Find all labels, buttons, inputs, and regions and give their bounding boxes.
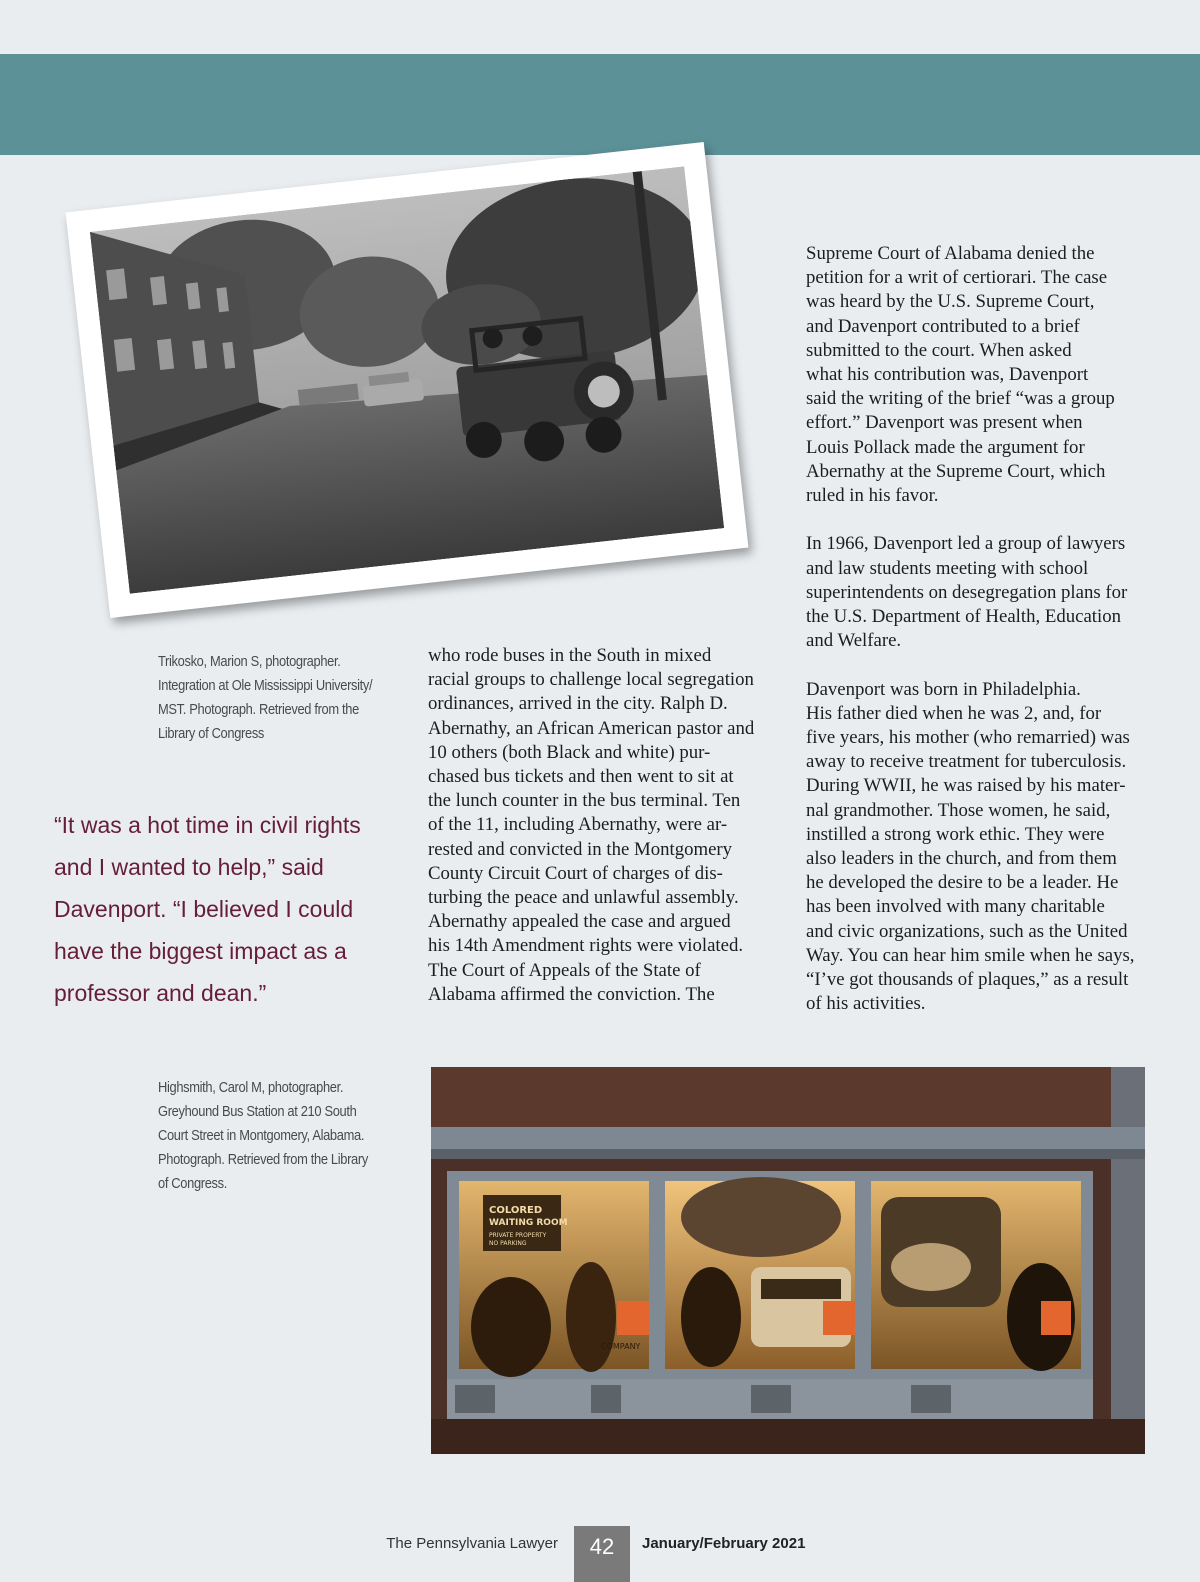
pull-quote-line: have the biggest impact as a — [54, 938, 347, 964]
pull-quote-line: and I wanted to help,” said — [54, 854, 324, 880]
photo1-caption-line: MST. Photograph. Retrieved from the — [158, 701, 359, 718]
body-line: ordinances, arrived in the city. Ralph D. — [428, 693, 728, 715]
paragraph — [806, 532, 1156, 653]
body-line: who rode buses in the South in mixed — [428, 645, 712, 666]
photo2-caption-line: of Congress. — [158, 1175, 228, 1192]
body-line: and civic organizations, such as the United — [806, 920, 1128, 942]
body-line: Abernathy appealed the case and argued — [428, 911, 731, 933]
body-line: His father died when he was 2, and, for — [806, 702, 1102, 724]
body-line: Louis Pollack made the argument for — [806, 436, 1085, 458]
body-line: the U.S. Department of Health, Education — [806, 606, 1122, 628]
sign-text: NO PARKING — [489, 1240, 527, 1247]
body-line: his 14th Amendment rights were violated. — [428, 935, 744, 957]
body-line: the lunch counter in the bus terminal. Ten — [428, 790, 741, 812]
body-line: Way. You can hear him smile when he says, — [806, 944, 1135, 966]
sign-text: COMPANY — [601, 1342, 641, 1351]
sign-text: WAITING ROOM — [489, 1218, 568, 1228]
photo2-caption-line: Greyhound Bus Station at 210 South — [158, 1103, 357, 1120]
body-line: Abernathy at the Supreme Court, which — [806, 460, 1106, 482]
photo-integration-image — [90, 166, 724, 593]
body-line: Supreme Court of Alabama denied the — [806, 243, 1095, 264]
paragraph — [806, 242, 1156, 508]
body-line: In 1966, Davenport led a group of lawyers — [806, 533, 1126, 555]
body-line: 10 others (both Black and white) pur- — [428, 741, 711, 763]
body-line: Davenport was born in Philadelphia. — [806, 678, 1081, 700]
paragraph-gap — [806, 653, 1156, 677]
body-line: also leaders in the church, and from them — [806, 848, 1117, 870]
issue-date: January/February 2021 — [642, 1535, 806, 1552]
photo2-caption-line: Highsmith, Carol M, photographer. — [158, 1079, 344, 1096]
body-line: turbing the peace and unlawful assembly. — [428, 887, 739, 909]
body-line: rested and convicted in the Montgomery — [428, 838, 733, 860]
sign-text: COLORED — [489, 1205, 543, 1216]
body-line: “I’ve got thousands of plaques,” as a result — [806, 969, 1129, 991]
body-line: of the 11, including Abernathy, were ar- — [428, 814, 728, 836]
body-line: County Circuit Court of charges of dis- — [428, 862, 723, 884]
body-column-middle — [428, 644, 773, 1007]
photo2-caption — [158, 1076, 390, 1196]
publication-name: The Pennsylvania Lawyer — [386, 1535, 558, 1552]
page-number: 42 — [574, 1526, 630, 1582]
body-line: he developed the desire to be a leader. He — [806, 872, 1119, 894]
body-line: said the writing of the brief “was a group — [806, 388, 1115, 410]
body-line: The Court of Appeals of the State of — [428, 959, 701, 981]
photo1-caption-line: Library of Congress — [158, 725, 265, 742]
photo2-caption-line: Photograph. Retrieved from the Library — [158, 1151, 368, 1168]
body-line: what his contribution was, Davenport — [806, 364, 1089, 386]
header-band — [0, 54, 1200, 155]
pull-quote-line: “It was a hot time in civil rights — [54, 812, 361, 838]
body-line: chased bus tickets and then went to sit at — [428, 766, 734, 788]
body-line: ruled in his favor. — [806, 485, 939, 507]
body-line: of his activities. — [806, 993, 926, 1015]
photo2-caption-line: Court Street in Montgomery, Alabama. — [158, 1127, 365, 1144]
pull-quote-line: professor and dean.” — [54, 980, 267, 1006]
body-line: was heard by the U.S. Supreme Court, — [806, 291, 1095, 313]
body-line: racial groups to challenge local segregation — [428, 669, 754, 691]
body-line: five years, his mother (who remarried) was — [806, 727, 1130, 749]
body-line: and law students meeting with school — [806, 557, 1089, 579]
pull-quote — [54, 804, 404, 1014]
body-line: and Davenport contributed to a brief — [806, 315, 1080, 337]
photo-greyhound-bus-station — [431, 1067, 1145, 1454]
pull-quote-line: Davenport. “I believed I could — [54, 896, 354, 922]
body-line: nal grandmother. Those women, he said, — [806, 799, 1111, 821]
body-line: petition for a writ of certiorari. The case — [806, 267, 1108, 289]
body-line: superintendents on desegregation plans for — [806, 581, 1128, 603]
body-line: away to receive treatment for tuberculosis. — [806, 751, 1127, 773]
body-line: effort.” Davenport was present when — [806, 412, 1083, 434]
body-column-right — [806, 242, 1156, 1016]
body-line: has been involved with many charitable — [806, 896, 1105, 918]
photo1-caption — [158, 650, 390, 746]
body-line: Alabama affirmed the conviction. The — [428, 983, 715, 1005]
paragraph — [806, 678, 1156, 1017]
body-line: and Welfare. — [806, 630, 902, 652]
body-line: submitted to the court. When asked — [806, 339, 1072, 361]
body-line: Abernathy, an African American pastor and — [428, 717, 755, 739]
body-line: During WWII, he was raised by his mater- — [806, 775, 1126, 797]
body-line: instilled a strong work ethic. They were — [806, 823, 1105, 845]
photo-integration-ole-miss — [66, 142, 749, 618]
photo1-caption-line: Trikosko, Marion S, photographer. — [158, 653, 341, 670]
paragraph-gap — [806, 508, 1156, 532]
sign-text: PRIVATE PROPERTY — [489, 1232, 547, 1239]
photo1-caption-line: Integration at Ole Mississippi University/ — [158, 677, 373, 694]
